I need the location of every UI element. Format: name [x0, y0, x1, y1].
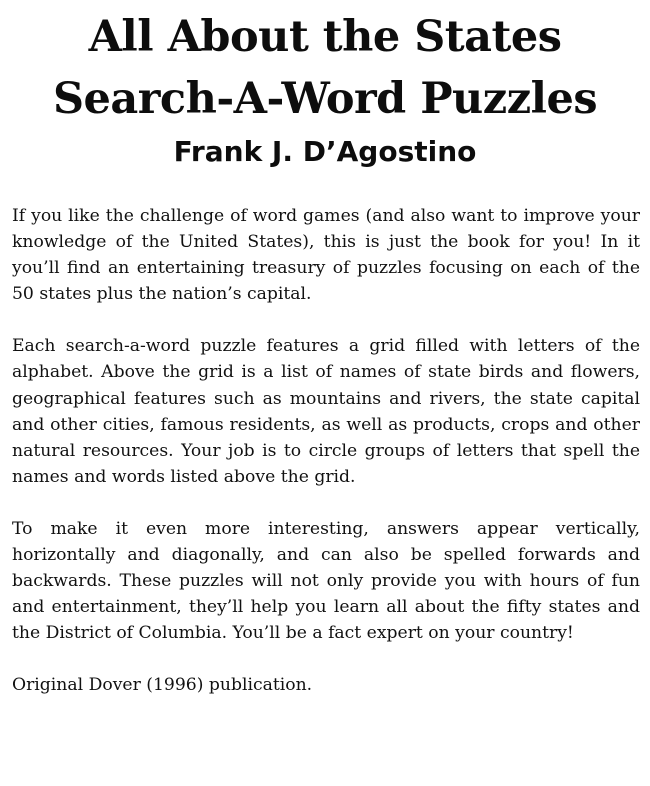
description-paragraph-3: To make it even more interesting, answers appear vertically, horizontally and diagonally, and can also be spelled forwards and backwards. These puzzles will not only provide you with hours of fun and entertainment, they’ll help you learn all about the fifty states and the District of Columbia. You’ll be a fact expert on your country! [12, 518, 640, 644]
book-title-line-1: All About the States [88, 12, 562, 62]
book-title-line-2: Search-A-Word Puzzles [52, 74, 598, 124]
author-name: Frank J. D’Agostino [173, 135, 477, 168]
description-paragraph-1: If you like the challenge of word games (and also want to improve your knowledge of the United States), this is just the book for you! In it you’ll find an entertaining treasury of puzzles focusing on each of the 50 states plus the nation’s capital. [12, 206, 640, 305]
book-title [0, 0, 650, 130]
publication-note: Original Dover (1996) publication. [12, 675, 313, 696]
description-paragraph-2: Each search-a-word puzzle features a grid filled with letters of the alphabet. Above the grid is a list of names of state birds and flowers, geographical features such as mountains and rivers, the state capital and other cities, famous residents, as well as products, crops and other natural resources. Your job is to circle groups of letters that spell the names and words listed above the grid. [12, 336, 640, 487]
description-body [12, 203, 640, 699]
